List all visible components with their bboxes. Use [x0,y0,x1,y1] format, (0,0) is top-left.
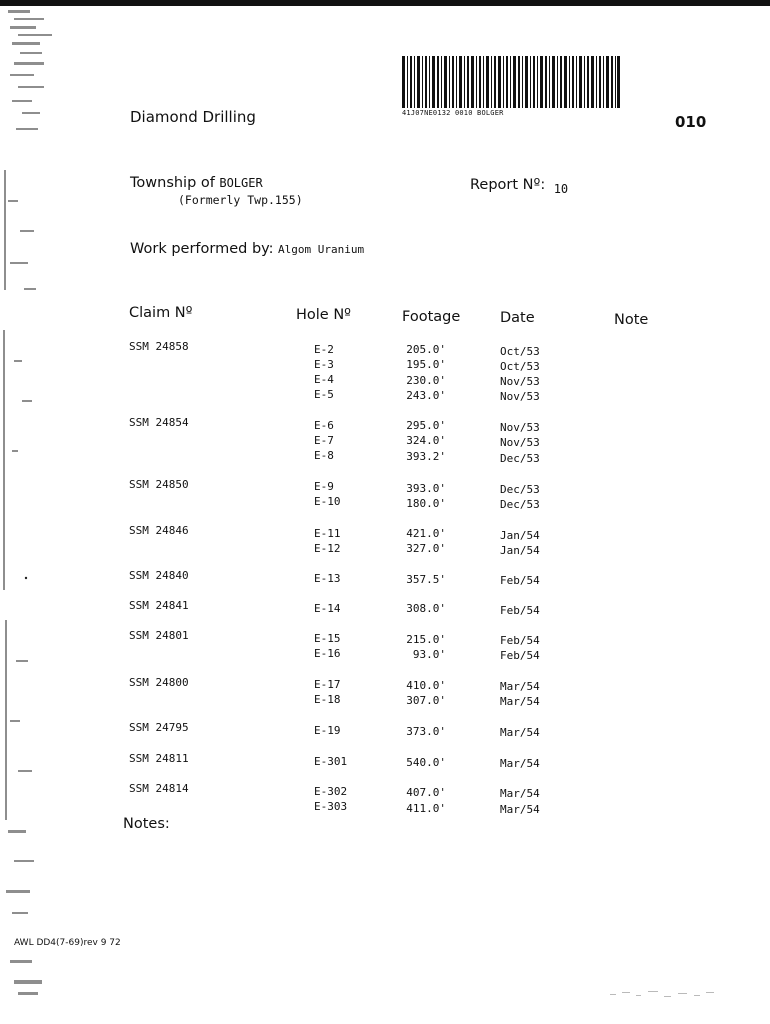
claim-number: SSM 24811 [129,752,189,765]
hole-number: E-301 [314,755,348,768]
date-value: Mar/54 [500,803,540,816]
date-value: Feb/54 [500,604,540,617]
claim-number: SSM 24850 [129,478,189,491]
hole-number: E-12 [314,542,341,555]
hole-number: E-302 [314,785,348,798]
date-value: Nov/53 [500,390,540,403]
date-value: Oct/53 [500,345,540,358]
date-value: Mar/54 [500,757,540,770]
footage-value: 195.0' [406,358,446,371]
claim-number: SSM 24801 [129,629,189,642]
footage-value: 393.0' [406,482,446,495]
footage-value: 205.0' [406,343,446,356]
column-header-footage: Footage [402,309,461,325]
footage-value: 307.0' [406,694,446,707]
claim-number: SSM 24841 [129,599,189,612]
claim-number: SSM 24854 [129,416,189,429]
footage-value: 421.0' [406,527,446,540]
footage-value: 93.0' [412,648,446,661]
date-value: Mar/54 [500,726,540,739]
scan-noise-bottom-right [600,980,730,1010]
claim-number: SSM 24800 [129,676,189,689]
claim-number: SSM 24840 [129,569,189,582]
barcode [402,56,620,108]
hole-number: E-16 [314,647,341,660]
footage-value: 327.0' [406,542,446,555]
document-number: 010 [675,113,707,131]
claim-number: SSM 24846 [129,524,189,537]
barcode-caption: 41J07NE0132 0010 BOLGER [402,109,504,117]
hole-number: E-9 [314,480,334,493]
work-performed-line [130,240,364,258]
report-number-line [470,176,568,194]
scan-noise-left-margin [0,0,70,1024]
scan-top-edge [0,0,770,6]
date-value: Feb/54 [500,634,540,647]
hole-number: E-11 [314,527,341,540]
hole-number: E-17 [314,678,341,691]
date-value: Mar/54 [500,787,540,800]
date-value: Feb/54 [500,649,540,662]
footage-value: 215.0' [406,633,446,646]
notes-label: Notes: [123,816,170,832]
township-label: Township of [130,175,215,191]
date-value: Nov/53 [500,375,540,388]
footage-value: 295.0' [406,419,446,432]
report-value: 10 [553,182,569,196]
date-value: Dec/53 [500,452,540,465]
date-value: Dec/53 [500,498,540,511]
hole-number: E-7 [314,434,334,447]
hole-number: E-13 [314,572,341,585]
date-value: Mar/54 [500,695,540,708]
footage-value: 230.0' [406,374,446,387]
hole-number: E-4 [314,373,334,386]
hole-number: E-2 [314,343,334,356]
township-value: BOLGER [219,176,263,190]
hole-number: E-6 [314,419,334,432]
footage-value: 410.0' [406,679,446,692]
hole-number: E-3 [314,358,334,371]
footage-value: 540.0' [406,756,446,769]
work-label: Work performed by: [130,241,274,257]
date-value: Jan/54 [500,544,540,557]
footage-value: 407.0' [406,786,446,799]
column-header-claim: Claim Nº [129,305,193,321]
hole-number: E-18 [314,693,341,706]
date-value: Oct/53 [500,360,540,373]
footage-value: 373.0' [406,725,446,738]
claim-number: SSM 24814 [129,782,189,795]
date-value: Mar/54 [500,680,540,693]
hole-number: E-19 [314,724,341,737]
column-header-note: Note [614,312,649,328]
township-line [130,174,263,192]
form-code: AWL DD4(7-69)rev 9 72 [14,938,121,948]
claim-number: SSM 24795 [129,721,189,734]
column-header-date: Date [500,310,535,326]
date-value: Jan/54 [500,529,540,542]
hole-number: E-8 [314,449,334,462]
hole-number: E-14 [314,602,341,615]
township-note: (Formerly Twp.155) [178,193,303,207]
footage-value: 180.0' [406,497,446,510]
footage-value: 243.0' [406,389,446,402]
page-title: Diamond Drilling [130,108,256,126]
date-value: Dec/53 [500,483,540,496]
hole-number: E-303 [314,800,348,813]
date-value: Nov/53 [500,421,540,434]
date-value: Feb/54 [500,574,540,587]
date-value: Nov/53 [500,436,540,449]
hole-number: E-10 [314,495,341,508]
column-header-hole: Hole Nº [296,307,352,323]
work-value: Algom Uranium [278,243,365,256]
footage-value: 393.2' [406,450,446,463]
report-label: Report Nº: [470,177,546,193]
hole-number: E-15 [314,632,341,645]
footage-value: 308.0' [406,602,446,615]
footage-value: 324.0' [406,434,446,447]
hole-number: E-5 [314,388,334,401]
claim-number: SSM 24858 [129,340,189,353]
footage-value: 357.5' [406,573,446,586]
footage-value: 411.0' [406,802,446,815]
